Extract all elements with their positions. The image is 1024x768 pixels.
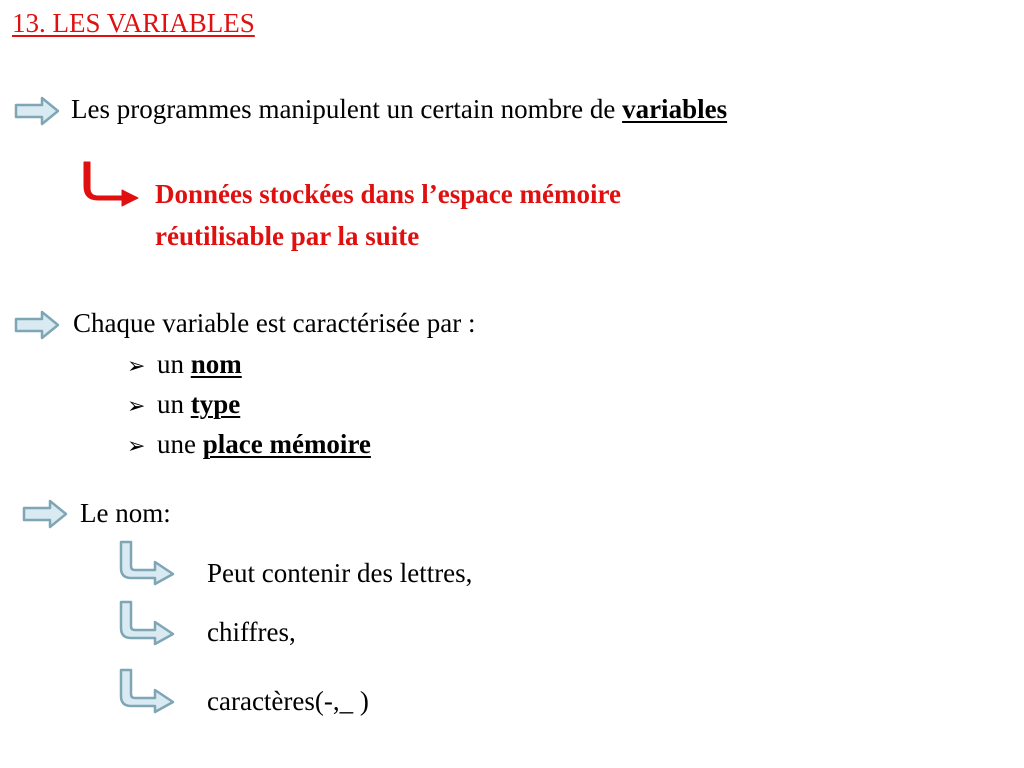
point-variables-text: Les programmes manipulent un certain nombre de — [71, 94, 623, 124]
point-characteristics: Chaque variable est caractérisée par : — [73, 308, 476, 338]
right-block-arrow-icon — [14, 310, 60, 340]
bent-arrow-red-icon — [82, 160, 142, 208]
bent-arrow-icon — [117, 668, 177, 714]
arrowhead-bullet-icon: ➢ — [127, 393, 146, 418]
slide-title: 13. LES VARIABLES — [12, 8, 255, 38]
list-item: chiffres, — [207, 617, 296, 647]
list-item: ➢ un type — [127, 389, 241, 419]
list-item: Peut contenir des lettres, — [207, 558, 473, 588]
point-name-rules: Le nom: — [80, 498, 171, 528]
definition-line-2: réutilisable par la suite — [155, 221, 420, 251]
list-item: ➢ un nom — [127, 349, 242, 379]
right-block-arrow-icon — [14, 96, 60, 126]
characteristic-place-memoire: place mémoire — [202, 429, 371, 459]
list-item: caractères(-,_ ) — [207, 686, 369, 716]
right-block-arrow-icon — [22, 499, 68, 529]
definition-line-1: Données stockées dans l’espace mémoire — [155, 179, 621, 209]
point-variables — [71, 94, 727, 125]
variables-definition — [155, 173, 621, 257]
list-item: ➢ une place mémoire — [127, 429, 371, 459]
bent-arrow-icon — [117, 600, 177, 646]
characteristic-nom: nom — [190, 349, 242, 379]
arrowhead-bullet-icon: ➢ — [127, 433, 146, 458]
bent-arrow-icon — [117, 540, 177, 586]
arrowhead-bullet-icon: ➢ — [127, 353, 146, 378]
characteristic-type: type — [190, 389, 241, 419]
variables-emphasis: variables — [622, 94, 728, 124]
